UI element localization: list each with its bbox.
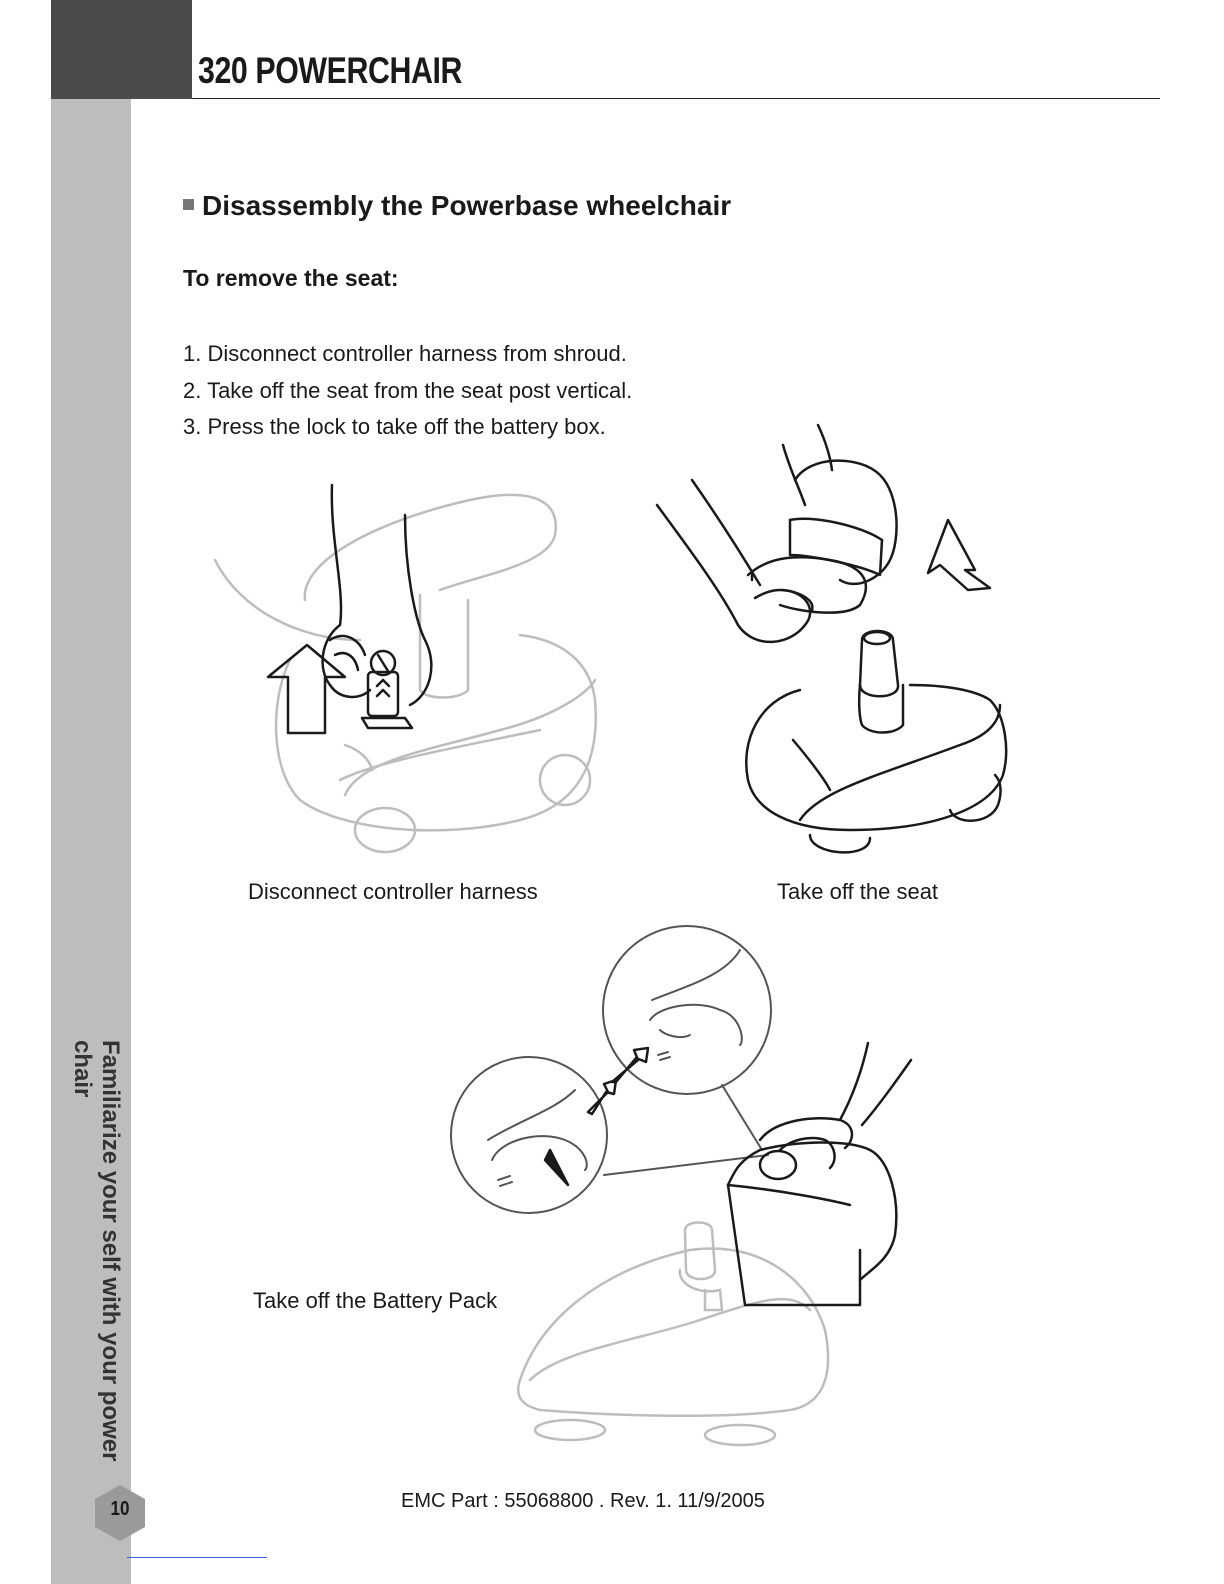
header-dark-block xyxy=(51,0,192,99)
bullet-square-icon xyxy=(183,199,194,210)
caption-take-off-seat: Take off the seat xyxy=(777,879,939,904)
title-divider xyxy=(192,98,1160,99)
step-item: 3. Press the lock to take off the battery box. xyxy=(183,414,606,439)
bottom-link-line xyxy=(127,1557,267,1558)
sidebar-text-line2: chair xyxy=(69,1040,96,1098)
step-item: 2. Take off the seat from the seat post vertical. xyxy=(183,377,633,403)
steps-list xyxy=(183,336,632,446)
section-title-text: Disassembly the Powerbase wheelchair xyxy=(202,190,732,221)
caption-disconnect-harness: Disconnect controller harness xyxy=(248,879,538,904)
page-number: 10 xyxy=(110,1498,130,1520)
caption-take-off-battery: Take off the Battery Pack xyxy=(253,1288,498,1313)
page-title: 320 POWERCHAIR xyxy=(198,50,463,91)
step-item: 1. Disconnect controller harness from shroud. xyxy=(183,341,627,366)
subheading: To remove the seat: xyxy=(183,265,399,291)
section-title xyxy=(183,190,731,222)
footer-part-number: EMC Part : 55068800 . Rev. 1. 11/9/2005 xyxy=(401,1490,765,1512)
sidebar-text-line1: Familiarize your self with your power xyxy=(97,1040,124,1462)
